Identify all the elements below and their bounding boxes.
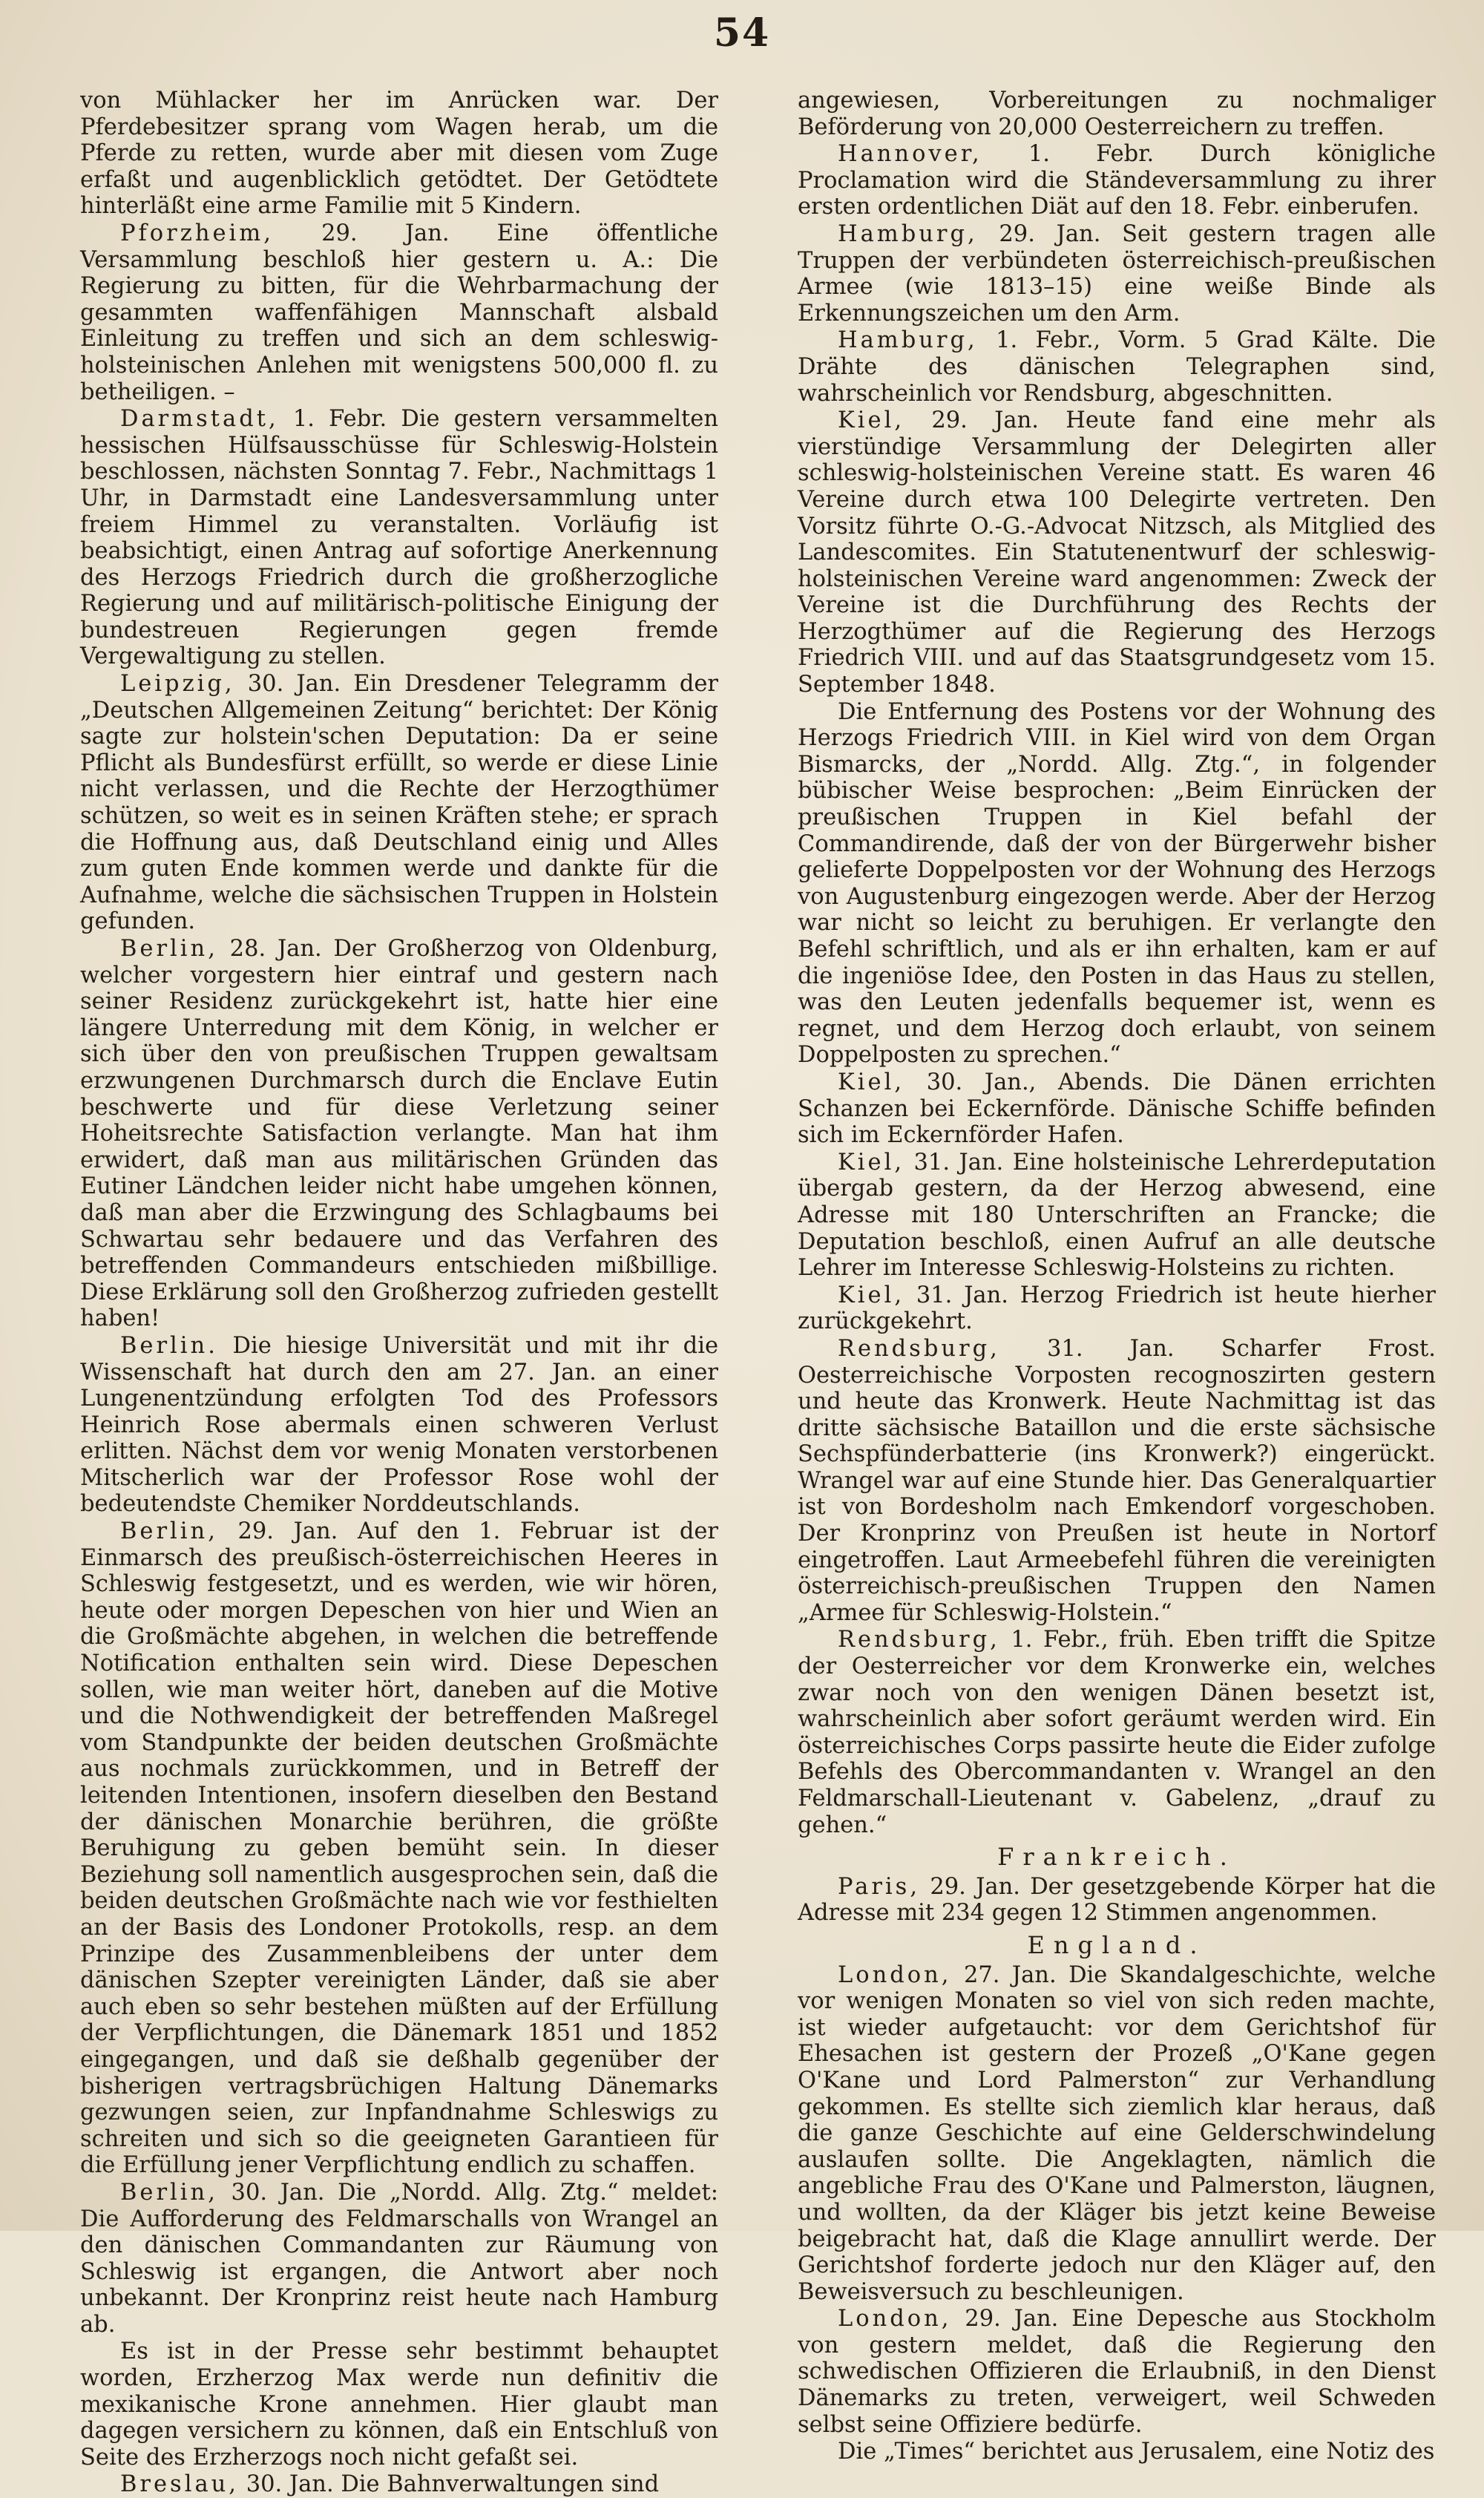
news-dateline: Pforzheim, — [120, 220, 274, 246]
news-item — [798, 1150, 1436, 1282]
news-item — [798, 141, 1436, 220]
news-dateline: London, — [838, 2306, 952, 2333]
news-text: 30. Jan. Die „Nordd. Allg. Ztg.“ meldet: Die Aufforderung des Feldmarschalls von Wrangel an den dänischen Commandanten zur Räumung von Schleswig ist ergangen, die Antwort aber noch unbekannt. Der Kronprinz reist heute nach Hamburg ab. — [80, 2179, 718, 2338]
news-text: 31. Jan. Scharfer Frost. Oesterreichische Vorposten recognoszirten gestern und heute das Kronwerk. Heute Nachmittag ist das dritte sächsische Bataillon und die erste sächsische Sechspfünderbatterie (ins Kronwerk?) eingerückt. Wrangel war auf eine Stunde hier. Das Generalquartier ist von Bordesholm nach Emkendorf vorgeschoben. Der Kronprinz von Preußen ist heute in Nortorf eingetroffen. Laut Armeebefehl führen die vereinigten österreichisch-preußischen Truppen den Namen „Armee für Schleswig-Holstein.“ — [798, 1335, 1436, 1626]
section-heading: England. — [1027, 1930, 1206, 1959]
news-dateline: Hamburg, — [838, 327, 978, 354]
news-item — [798, 1874, 1436, 1927]
news-item — [80, 1333, 718, 1518]
news-text: 30. Jan. Ein Dresdener Telegramm der „Deutschen Allgemeinen Zeitung“ berichtet: Der König sagte zur holstein'schen Deputation: Da er seine Pflicht als Bundesfürst erfüllt, so werde er diese Linie nicht verlassen, und die Rechte der Herzogthümer schützen, so weit es in seinen Kräften stehe; er sprach die Hoffnung aus, daß Deutschland einig und Alles zum guten Ende kommen werde und dankte für die Aufnahme, welche die sächsischen Truppen in Holstein gefunden. — [80, 671, 718, 935]
news-item — [80, 2180, 718, 2338]
news-text: Die „Times“ berichtet aus Jerusalem, eine Notiz des — [838, 2439, 1435, 2465]
news-dateline: Darmstadt, — [120, 406, 279, 433]
news-item — [80, 220, 718, 405]
news-dateline: Paris, — [838, 1873, 921, 1900]
news-item — [80, 936, 718, 1332]
news-text: 29. Jan. Der gesetzgebende Körper hat die Adresse mit 234 gegen 12 Stimmen angenommen. — [798, 1873, 1436, 1927]
news-text: von Mühlacker her im Anrücken war. Der Pferdebesitzer sprang vom Wagen herab, um die Pferde zu retten, wurde aber mit diesen vom Zuge erfaßt und augenblicklich getödtet. Der Getödtete hinterläßt eine arme Familie mit 5 Kindern. — [80, 88, 718, 220]
news-text: angewiesen, Vorbereitungen zu nochmaliger Beförderung von 20,000 Oesterreichern zu treffen. — [798, 88, 1436, 140]
news-text: Es ist in der Presse sehr bestimmt behauptet worden, Erzherzog Max werde nun definitiv die mexikanische Krone annehmen. Hier glaubt man dagegen versichern zu können, daß ein Entschluß von Seite des Erzherzogs noch nicht gefaßt sei. — [80, 2338, 718, 2471]
news-dateline: Rendsburg, — [838, 1335, 1000, 1362]
news-dateline: Berlin, — [120, 936, 218, 962]
news-text: 28. Jan. Der Großherzog von Oldenburg, welcher vorgestern hier eintraf und gestern nach seiner Residenz zurückgekehrt ist, hatte hier eine längere Unterredung mit dem König, in welcher er sich über den von preußischen Truppen gewaltsam erzwungenen Durchmarsch durch die Enclave Eutin beschwerte und für diese Verletzung seiner Hoheitsrechte Satisfaction verlangte. Man hat ihm erwidert, daß man aus militärischen Gründen das Eutiner Ländchen leider nicht habe umgehen können, daß man aber die Erzwingung des Schlagbaums bei Schwartau sehr bedauere und das Verfahren des betreffenden Commandeurs entschieden mißbillige. Diese Erklärung soll den Großherzog zufrieden gestellt haben! — [80, 936, 718, 1332]
news-text: Die Entfernung des Postens vor der Wohnung des Herzogs Friedrich VIII. in Kiel wird von dem Organ Bismarcks, der „Nordd. Allg. Ztg.“, in folgender bübischer Weise besprochen: „Beim Einrücken der preußischen Truppen in Kiel befahl der Commandirende, daß der von der Bürgerwehr bisher gelieferte Doppelposten vor der Wohnung des Herzogs von Augustenburg eingezogen werde. Aber der Herzog war nicht so leicht zu beruhigen. Er verlangte den Befehl schriftlich, und als er ihn erhalten, kam er auf die ingeniöse Idee, den Posten in das Haus zu stellen, was den Leuten jedenfalls bequemer ist, wenn es regnet, und dem Herzog doch erlaubt, von seinem Doppelposten zu sprechen.“ — [798, 698, 1436, 1069]
news-text: 29. Jan. Auf den 1. Februar ist der Einmarsch des preußisch-österreichischen Heeres in Schleswig festgesetzt, und es werden, wie wir hören, heute oder morgen Depeschen von hier und Wien an die Großmächte abgehen, in welchen die betreffende Notification enthalten sein wird. Diese Depeschen sollen, wie man weiter hört, daneben auf die Motive und die Nothwendigkeit der betreffenden Maßregel vom Standpunkte der beiden deutschen Großmächte aus nochmals zurückkommen, und in Betreff der leitenden Intentionen, insofern dieselben den Bestand der dänischen Monarchie berühren, die größte Beruhigung zu geben bemüht sein. In dieser Beziehung soll namentlich ausgesprochen sein, daß die beiden deutschen Großmächte nach wie vor festhielten an der Basis des Londoner Protokolls, resp. an dem Prinzipe des Zusammenbleibens der unter dem dänischen Szepter vereinigten Länder, daß sie aber auch eben so sehr bestehen müßten auf der Erfüllung der Verpflichtungen, die Dänemark 1851 und 1852 eingegangen, und daß sie deßhalb gegenüber der bisherigen vertragsbrüchigen Haltung Dänemarks gezwungen seien, zur Inpfandnahme Schleswigs zu schreiten und sich so die geeigneten Garantieen für die Erfüllung jener Verpflichtung endlich zu schaffen. — [80, 1518, 718, 2179]
right-column — [798, 88, 1437, 2465]
news-text: 31. Jan. Eine holsteinische Lehrerdeputation übergab gestern, da der Herzog abwesend, eine Adresse mit 180 Unterschriften an Francke; die Deputation beschloß, einen Aufruf an alle deutsche Lehrer im Interesse Schleswig-Holsteins zu richten. — [798, 1149, 1436, 1282]
news-item — [80, 88, 718, 220]
news-text: 1. Febr., Vorm. 5 Grad Kälte. Die Drähte des dänischen Telegraphen sind, wahrscheinlich vor Rendsburg, abgeschnitten. — [798, 327, 1436, 407]
news-text: 1. Febr. Durch königliche Proclamation wird die Ständeversammlung zu ihrer ersten ordentlichen Diät auf den 18. Febr. einberufen. — [798, 141, 1436, 220]
news-dateline: Kiel, — [838, 1149, 905, 1176]
news-item — [798, 1282, 1436, 1335]
left-column — [80, 88, 718, 2498]
news-dateline: Kiel, — [838, 1282, 905, 1308]
page-number: 54 — [713, 10, 771, 56]
news-text: 27. Jan. Die Skandalgeschichte, welche vor wenigen Monaten so viel von sich reden machte, ist wieder aufgetaucht: vor dem Gerichtshof für Ehesachen ist gestern der Prozeß „O'Kane gegen O'Kane und Lord Palmerston“ zur Verhandlung gekommen. Es stellte sich ziemlich klar heraus, daß die ganze Geschichte auf eine Gelderschwindelung auslaufen sollte. Die Angeklagten, nämlich die angebliche Frau des O'Kane und Palmerston, läugnen, und wollten, da der Kläger bis jetzt keine Beweise beigebracht hat, daß die Klage annullirt werde. Der Gerichtshof forderte jedoch nur den Kläger auf, den Beweisversuch zu beschleunigen. — [798, 1961, 1437, 2305]
news-text: Die hiesige Universität und mit ihr die Wissenschaft hat durch den am 27. Jan. an einer Lungenentzündung erfolgten Tod des Professors Heinrich Rose abermals einen schweren Verlust erlitten. Nächst dem vor wenig Monaten verstorbenen Mitscherlich war der Professor Rose wohl der bedeutendste Chemiker Norddeutschlands. — [80, 1332, 718, 1518]
news-text: 30. Jan., Abends. Die Dänen errichten Schanzen bei Eckernförde. Dänische Schiffe befinden sich im Eckernförder Hafen. — [798, 1069, 1436, 1149]
news-dateline: Berlin, — [120, 2179, 218, 2206]
news-text: 30. Jan. Die Bahnverwaltungen sind — [246, 2471, 660, 2498]
news-dateline: Berlin. — [120, 1332, 218, 1359]
news-dateline: Rendsburg, — [838, 1627, 1000, 1653]
news-item — [80, 671, 718, 935]
news-dateline: London, — [838, 1961, 952, 1988]
news-item — [798, 2306, 1436, 2438]
news-item — [798, 1336, 1436, 1627]
news-dateline: Leipzig, — [120, 671, 235, 698]
news-item — [798, 407, 1436, 698]
news-item — [798, 1627, 1436, 1838]
news-text: 1. Febr., früh. Eben trifft die Spitze der Oesterreicher vor dem Kronwerke ein, welches zwar noch von den wenigen Dänen besetzt ist, wahrscheinlich aber sofort geräumt werden wird. Ein österreichisches Corps passirte heute die Eider zufolge Befehls des Obercommandanten v. Wrangel an den Feldmarschall-Lieutenant v. Gabelenz, „drauf zu gehen.“ — [798, 1627, 1436, 1838]
news-item — [798, 2439, 1436, 2465]
news-item — [798, 221, 1436, 327]
news-text: 1. Febr. Die gestern versammelten hessischen Hülfsausschüsse für Schleswig-Holstein beschlossen, nächsten Sonntag 7. Febr., Nachmittags 1 Uhr, in Darmstadt eine Landesversammlung unter freiem Himmel zu veranstalten. Vorläufig ist beabsichtigt, einen Antrag auf sofortige Anerkennung des Herzogs Friedrich durch die großherzogliche Regierung und auf militärisch-politische Einigung der bundestreuen Regierungen gegen fremde Vergewaltigung zu stellen. — [80, 406, 718, 670]
news-item — [798, 699, 1436, 1069]
news-dateline: Kiel, — [838, 1069, 905, 1095]
news-item — [80, 2471, 718, 2498]
news-text: 29. Jan. Heute fand eine mehr als vierstündige Versammlung der Delegirten aller schleswig-holsteinischen Vereine statt. Es waren 46 Vereine durch etwa 100 Delegirte vertreten. Den Vorsitz führte O.-G.-Advocat Nitzsch, als Mitglied des Landescomites. Ein Statutenentwurf der schleswig-holsteinischen Vereine ward angenommen: Zweck der Vereine ist die Durchführung des Rechts der Herzogthümer auf die Regierung des Herzogs Friedrich VIII. und auf das Staatsgrundgesetz vom 15. September 1848. — [798, 407, 1436, 698]
news-text: 29. Jan. Seit gestern tragen alle Truppen der verbündeten österreichisch-preußischen Armee (wie 1813–15) eine weiße Binde als Erkennungszeichen um den Arm. — [798, 220, 1436, 327]
news-item — [798, 327, 1436, 407]
news-text: 29. Jan. Eine Depesche aus Stockholm von gestern meldet, daß die Regierung den schwedischen Offizieren die Erlaubniß, in den Dienst Dänemarks zu treten, verweigert, weil Schweden selbst seine Offiziere bedürfe. — [798, 2306, 1436, 2438]
news-text: 31. Jan. Herzog Friedrich ist heute hierher zurückgekehrt. — [798, 1282, 1436, 1335]
news-text: 29. Jan. Eine öffentliche Versammlung beschloß hier gestern u. A.: Die Regierung zu bitten, für die Wehrbarmachung der gesammten waffenfähigen Mannschaft alsbald Einleitung zu treffen und sich an dem schleswig-holsteinischen Anlehen mit wenigstens 500,000 fl. zu betheiligen. – — [80, 220, 718, 405]
news-dateline: Berlin, — [120, 1518, 218, 1545]
news-item — [80, 2338, 718, 2471]
news-dateline: Hamburg, — [838, 220, 978, 247]
news-item — [798, 88, 1436, 140]
news-item — [798, 1069, 1436, 1149]
news-item — [798, 1962, 1436, 2306]
news-dateline: Kiel, — [838, 407, 905, 434]
news-dateline: Breslau, — [120, 2471, 239, 2498]
news-item — [80, 1518, 718, 2179]
section-heading: Frankreich. — [997, 1843, 1236, 1872]
news-item — [80, 406, 718, 670]
news-dateline: Hannover, — [838, 141, 982, 168]
